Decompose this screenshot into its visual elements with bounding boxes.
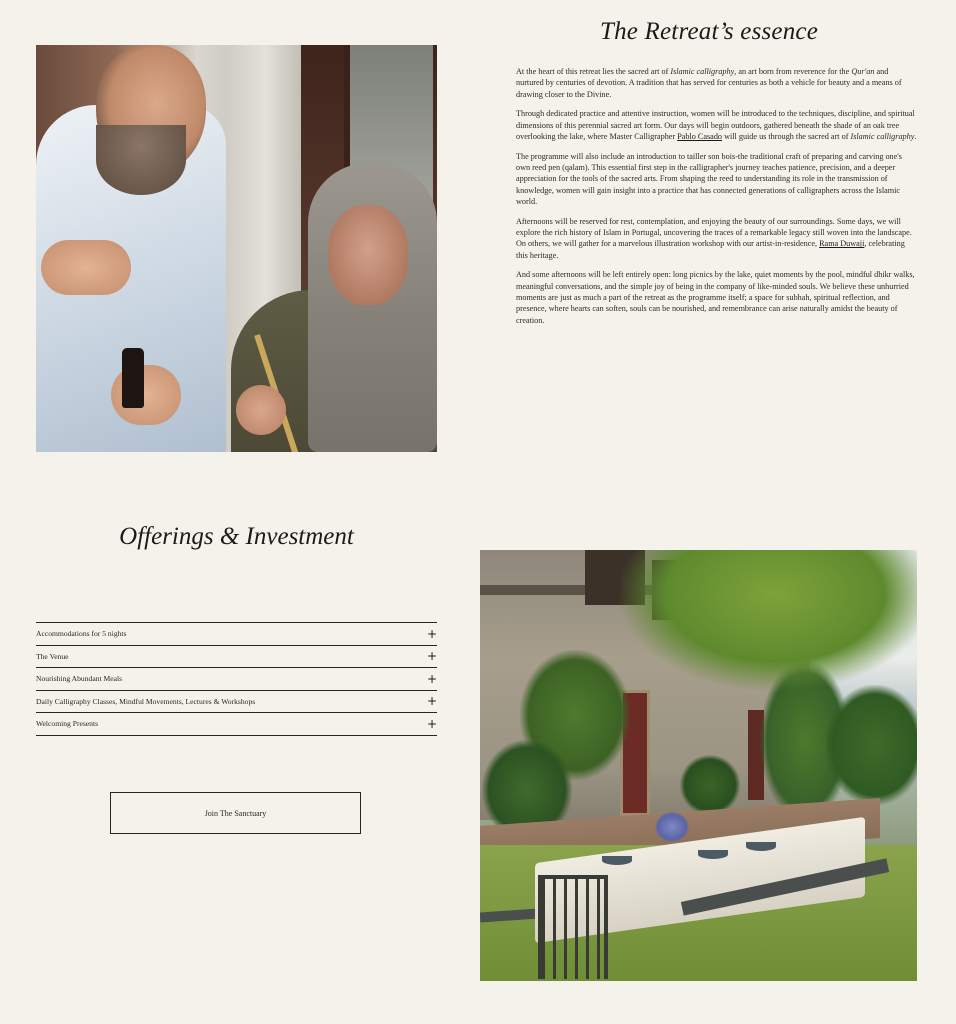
plus-icon[interactable]: + — [426, 671, 437, 686]
plus-icon[interactable]: + — [426, 716, 437, 731]
essence-title: The Retreat’s essence — [599, 18, 819, 45]
offerings-accordion — [36, 622, 437, 736]
accordion-item-label: The Venue — [36, 651, 69, 661]
accordion-item-accommodations[interactable] — [36, 623, 437, 646]
essence-paragraph-5: And some afternoons will be left entirely open: long picnics by the lake, quiet moments by the pool, mindful dhikr walks, meaningful conversations, and the simple joy of being in the company of like-minded souls. We believe these unhurried moments are just as much a part of the retreat as the programme itself; a space for subhah, spiritual reflection, and presence, where hearts can soften, souls can be nourished, and remembrance can arise naturally amidst the beauty of creation. — [516, 270, 915, 325]
plus-icon[interactable]: + — [426, 694, 437, 709]
pablo-casado-link[interactable]: Pablo Casado — [677, 131, 723, 141]
offerings-title: Offerings & Investment — [119, 523, 354, 550]
accordion-item-classes[interactable] — [36, 691, 437, 714]
garden-table-photo — [480, 550, 917, 981]
essence-paragraph-2: Through dedicated practice and attentive instruction, women will be introduced to the techniques, discipline, and spiritual dimensions of this perennial sacred art form. Our days will begin outdoors, gathered beneath the shade of an oak tree overlooking the lake, where Master Calligrapher Pablo Casado will guide us through the sacred art of Islamic calligraphy. — [516, 109, 917, 141]
accordion-item-label: Welcoming Presents — [36, 719, 99, 729]
accordion-item-venue[interactable] — [36, 646, 437, 669]
rama-duwaji-link[interactable]: Rama Duwaji — [819, 239, 865, 249]
accordion-item-meals[interactable] — [36, 668, 437, 691]
essence-paragraph-3: The programme will also include an introduction to tailler son bois-the traditional craft of preparing and carving one's own reed pen (qalam). This essential first step in the calligrapher's journey teaches patience, precision, and a deeper appreciation for the tools of the sacred arts. From shaping the reed to understanding its role in the transmission of knowledge, women will gain insight into a practice that has connected generations of calligraphers across the Islamic world. — [516, 151, 902, 206]
join-sanctuary-button[interactable]: Join The Sanctuary — [110, 792, 361, 834]
essence-body — [516, 66, 918, 334]
accordion-item-label: Accommodations for 5 nights — [36, 629, 127, 639]
essence-paragraph-4: Afternoons will be reserved for rest, contemplation, and enjoying the beauty of our surroundings. Some days, we will explore the rich history of Islam in Portugal, uncovering the traces of a remarkable legacy still woven into the landscape. On others, we will gather for a marvelous illustration workshop with our artist-in-residence, Rama Duwaji, celebrating this heritage. — [516, 216, 912, 260]
calligraphy-class-photo — [36, 45, 437, 452]
essence-paragraph-1: At the heart of this retreat lies the sacred art of Islamic calligraphy, an art born from reverence for the Qur'an and nurtured by centuries of devotion. A tradition that has served for centuries as both a vehicle for beauty and a means of drawing closer to the Divine. — [516, 67, 902, 99]
plus-icon[interactable]: + — [426, 626, 437, 641]
plus-icon[interactable]: + — [426, 649, 437, 664]
accordion-item-label: Daily Calligraphy Classes, Mindful Movements, Lectures & Workshops — [36, 696, 256, 706]
accordion-item-label: Nourishing Abundant Meals — [36, 674, 123, 684]
accordion-item-presents[interactable] — [36, 713, 437, 736]
